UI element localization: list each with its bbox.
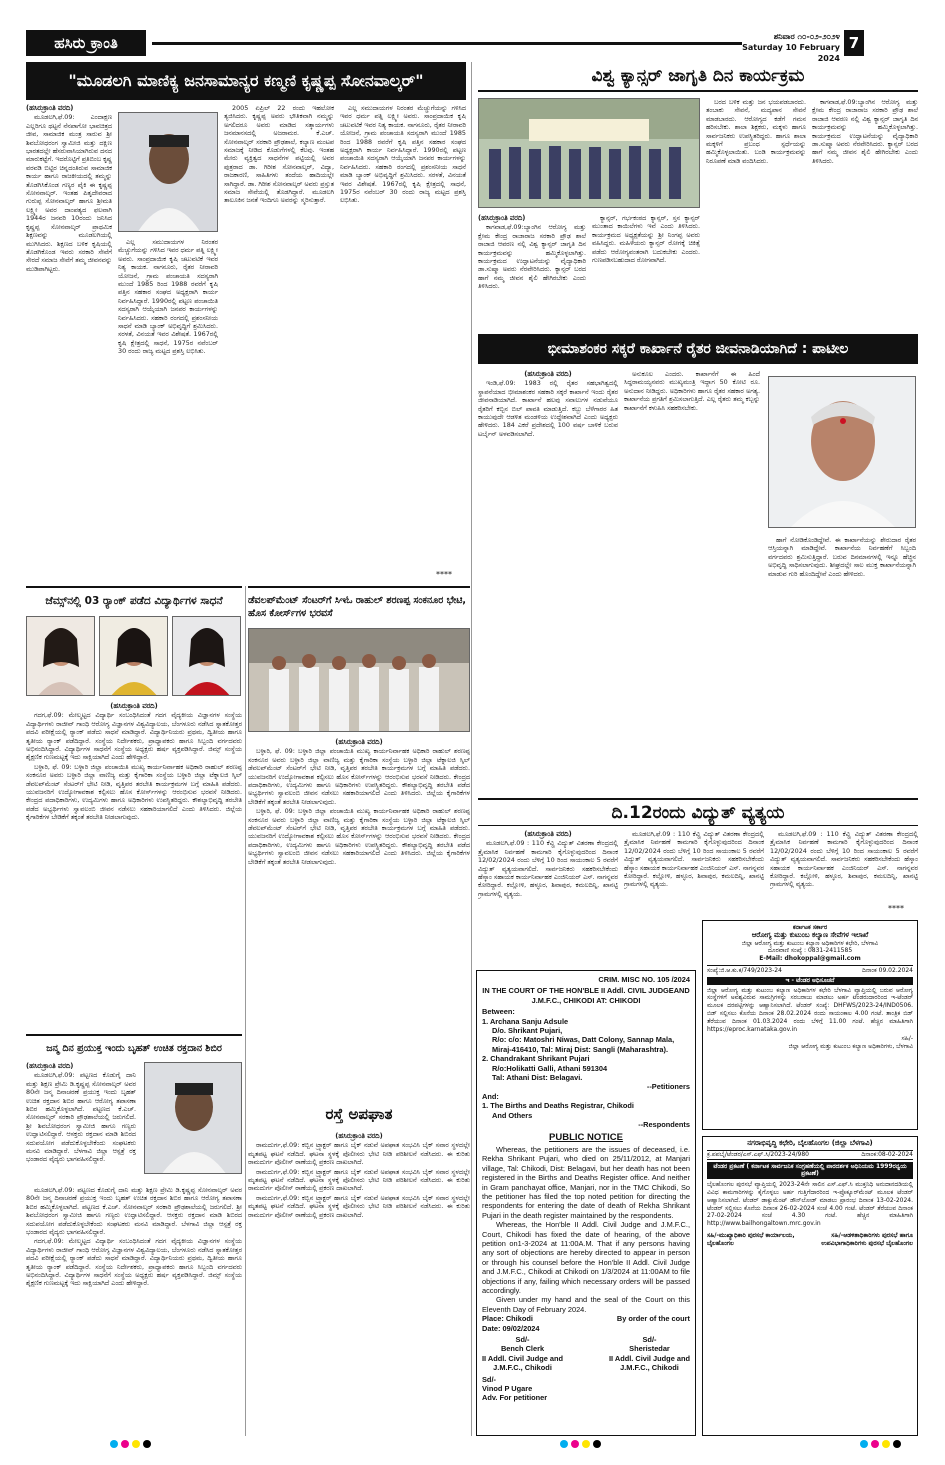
masthead — [26, 30, 866, 63]
signature-bench-clerk — [482, 1335, 563, 1373]
dev-center-box — [248, 586, 470, 1096]
article-body-3: ಮೂಡಲಗಿ,ಫೆ.09 : 110 ಕೆವ್ಹಿ ವಿದ್ಯುತ್ ವಿತರಣಾ ಕೇಂದ್ರದಲ್ಲಿ ತ್ರೈಮಾಸಿಕ ನಿರ್ವಹಣೆ ಕಾಮಗಾರಿ ಕೈಗೊಳ್ಳುವುದರಿಂದ ದಿನಾಂಕ 12/02/2024 ರಂದು ಬೆಳಿಗ್ಗೆ 10 ರಿಂದ ಸಾಯಂಕಾಲ 5 ರವರೆಗೆ ವಿದ್ಯುತ್ ವ್ಯತ್ಯಯವಾಗಲಿದೆ. ಸಾರ್ವಜನಿಕರು ಸಹಕರಿಸಬೇಕೆಂದು ಹೆಸ್ಕಾಂ ಸಹಾಯಕ ಕಾರ್ಯನಿರ್ವಾಹಕ ಎಂಜಿನಿಯರ್ ಎಸ್. ನಾಗನ್ನವರ ಕೋರಿದ್ದಾರೆ. ಕಲ್ಲೋಳಿ, ಹಳ್ಳೂರ, ಶಿವಾಪುರ, ಕಮಲದಿನ್ನಿ, ಖಾನಟ್ಟಿ ಗ್ರಾಮಗಳಲ್ಲಿ ವ್ಯತ್ಯಯ. — [770, 830, 918, 889]
article-body-2: ಮೂಡಲಗಿ,ಫೆ.09: ಪಟ್ಟಣದ ಕೊಡುಗೈ ದಾನಿ ಮತ್ತು ಶಿಕ್ಷಣ ಪ್ರೇಮಿ ಡಿ.ಕೃಷ್ಣಪ್ಪ ಸೋನವಾಲ್ಕರ್ ಅವರ 80ನೇ ಜನ್ಮ ದಿನಾಚರಣೆ ಪ್ರಯುಕ್ತ ಇಂದು ಬೃಹತ್ ಉಚಿತ ರಕ್ತದಾನ ಶಿಬಿರ ಹಾಗೂ ಆರೋಗ್ಯ ತಪಾಸಣಾ ಶಿಬಿರ ಹಮ್ಮಿಕೊಳ್ಳಲಾಗಿದೆ. ಪಟ್ಟಣದ ಕೆ.ಎಚ್. ಸೋನವಾಲ್ಕರ್ ಸರಕಾರಿ ಪ್ರೌಢಶಾಲೆಯಲ್ಲಿ ಜರುಗಲಿದೆ. ಶ್ರೀ ಶಿವಬೋಧರಂಗ ಸ್ವಾಮೀಜಿ ಹಾಗೂ ಗಣ್ಯರು ಉದ್ಘಾಟಿಸಲಿದ್ದಾರೆ. ಆಸಕ್ತರು ರಕ್ತದಾನ ಮಾಡಿ ಶಿಬಿರದ ಸದುಪಯೋಗ ಪಡೆದುಕೊಳ್ಳಬೇಕೆಂದು ಸಂಘಟಕರು ಮನವಿ ಮಾಡಿದ್ದಾರೆ. ಬೆಳಗಾವಿ ಜಿಲ್ಲಾ ಆಸ್ಪತ್ರೆ ರಕ್ತ ಭಂಡಾರದ ವೈದ್ಯರು ಭಾಗವಹಿಸಲಿದ್ದಾರೆ. — [26, 1186, 242, 1237]
bench-clerk: Bench Clerk — [500, 1344, 545, 1354]
office-name: ಜಿಲ್ಲಾ ಆರೋಗ್ಯ ಮತ್ತು ಕುಟುಂಬ ಕಲ್ಯಾಣ ಅಧಿಕಾರಿಗಳ ಕಛೇರಿ, ಬೆಳಗಾವಿ — [741, 939, 879, 947]
article-body: ಗದಗ,ಫೆ.09: ಮೇಲ್ಮಟ್ಟದ ವಿದ್ಯಾರ್ಥಿ ಸಂಬಂಧಿಸಿದಂತೆ ಗದಗ ವೈದ್ಯಕೀಯ ವಿಜ್ಞಾನಗಳ ಸಂಸ್ಥೆಯ ವಿದ್ಯಾರ್ಥಿಗಳು ರಾಜೀವ್ ಗಾಂಧಿ ಆರೋಗ್ಯ ವಿಜ್ಞಾನಗಳ ವಿಶ್ವವಿದ್ಯಾಲಯ, ಬೆಂಗಳೂರು ನಡೆಸಿದ ಸ್ನಾತಕೋತ್ತರ ಪದವಿ ಪರೀಕ್ಷೆಯಲ್ಲಿ ರ್‍ಯಾಂಕ್ ಪಡೆದು ಸಾಧನೆ ಮಾಡಿದ್ದಾರೆ. ವಿದ್ಯಾರ್ಥಿನಿಯರು ಪ್ರಥಮ, ದ್ವಿತೀಯ ಹಾಗೂ ತೃತೀಯ ರ್‍ಯಾಂಕ್ ಪಡೆದಿದ್ದಾರೆ. ಸಂಸ್ಥೆಯ ನಿರ್ದೇಶಕರು, ಪ್ರಾಧ್ಯಾಪಕರು ಹಾಗೂ ಸಿಬ್ಬಂದಿ ವರ್ಗದವರು ಅಭಿನಂದಿಸಿದ್ದಾರೆ. ವಿದ್ಯಾರ್ಥಿಗಳ ಸಾಧನೆಗೆ ಸಂಸ್ಥೆಯ ಅಧ್ಯಕ್ಷರು ಹರ್ಷ ವ್ಯಕ್ತಪಡಿಸಿದ್ದಾರೆ. ಜಿಮ್ಸ್ ಸಂಸ್ಥೆಯ ಶೈಕ್ಷಣಿಕ ಗುಣಮಟ್ಟಕ್ಕೆ ಇದು ಸಾಕ್ಷಿಯಾಗಿದೆ ಎಂದು ಹೇಳಿದ್ದಾರೆ. — [26, 711, 242, 762]
yellow-dot — [882, 1440, 890, 1448]
black-dot — [593, 1440, 601, 1448]
etender-title: ಇ - ಟೆಂಡರ ಅಧಿಸೂಚನೆ — [707, 977, 913, 985]
article-body-2: ಮೂಡಲಗಿ,ಫೆ.09 : 110 ಕೆವ್ಹಿ ವಿದ್ಯುತ್ ವಿತರಣಾ ಕೇಂದ್ರದಲ್ಲಿ ತ್ರೈಮಾಸಿಕ ನಿರ್ವಹಣೆ ಕಾಮಗಾರಿ ಕೈಗೊಳ್ಳುವುದರಿಂದ ದಿನಾಂಕ 12/02/2024 ರಂದು ಬೆಳಿಗ್ಗೆ 10 ರಿಂದ ಸಾಯಂಕಾಲ 5 ರವರೆಗೆ ವಿದ್ಯುತ್ ವ್ಯತ್ಯಯವಾಗಲಿದೆ. ಸಾರ್ವಜನಿಕರು ಸಹಕರಿಸಬೇಕೆಂದು ಹೆಸ್ಕಾಂ ಸಹಾಯಕ ಕಾರ್ಯನಿರ್ವಾಹಕ ಎಂಜಿನಿಯರ್ ಎಸ್. ನಾಗನ್ನವರ ಕೋರಿದ್ದಾರೆ. ಕಲ್ಲೋಳಿ, ಹಳ್ಳೂರ, ಶಿವಾಪುರ, ಕಮಲದಿನ್ನಿ, ಖಾನಟ್ಟಿ ಗ್ರಾಮಗಳಲ್ಲಿ ವ್ಯತ್ಯಯ. — [624, 830, 764, 889]
tender-body: ಜಿಲ್ಲಾ ಆರೋಗ್ಯ ಮತ್ತು ಕುಟುಂಬ ಕಲ್ಯಾಣ ಅಧಿಕಾರಿಗಳ ಕಛೇರಿ ಬೆಳಗಾವಿ ವ್ಯಾಪ್ತಿಯಲ್ಲಿ ಬರುವ ಆರೋಗ್ಯ ಸಂಸ್ಥೆಗಳಿಗೆ ಅವಶ್ಯವಿರುವ ಸಾಮಗ್ರಿಗಳನ್ನು ಸರಬರಾಜು ಮಾಡಲು ಅರ್ಹ ಟೆಂಡರುದಾರರಿಂದ ಇ-ಟೆಂಡರ್ ಮೂಲಕ ದರಪಟ್ಟಿಗಳನ್ನು ಆಹ್ವಾನಿಸಲಾಗಿದೆ. ಟೆಂಡರ್ ಸಂಖ್ಯೆ: DHFWS/2023-24/IND0506. ಬಿಡ್ ಸಲ್ಲಿಸಲು ಕೊನೆಯ ದಿನಾಂಕ 28.02.2024 ರಂದು ಸಾಯಂಕಾಲ 4.00 ಗಂಟೆ. ತಾಂತ್ರಿಕ ಬಿಡ್ ತೆರೆಯುವ ದಿನಾಂಕ 01.03.2024 ರಂದು ಬೆಳಿಗ್ಗೆ 11.00 ಗಂಟೆ. ಹೆಚ್ಚಿನ ಮಾಹಿತಿಗಾಗಿ https://eproc.karnataka.gov.in — [707, 986, 913, 1033]
headline-sonavalkar: "ಮೂಡಲಗಿ ಮಾಣಿಕ್ಯ ಜನಸಾಮಾನ್ಯರ ಕಣ್ಮಣಿ ಕೃಷ್ಣಪ್ಪ ಸೋನವಾಲ್ಕರ್" — [26, 62, 466, 100]
sheristedar: Sheristedar — [629, 1344, 670, 1354]
ref-number-2: ಕ್ರ.ಪಪಬೈ/ಟೆಂಡರ/ಎಸ್.ಎಫ್.ಸಿ/2023-24/980 — [707, 1150, 809, 1158]
masthead-date — [736, 31, 840, 64]
dept-name: ಆರೋಗ್ಯ ಮತ್ತು ಕುಟುಂಬ ಕಲ್ಯಾಣ ಸೇವೆಗಳ ಇಲಾಖೆ — [751, 930, 869, 939]
date: Date: 09/02/2024 — [482, 1323, 540, 1333]
article-body: ಮೂಡಲಗಿ,ಫೆ.09 : 110 ಕೆವ್ಹಿ ವಿದ್ಯುತ್ ವಿತರಣಾ ಕೇಂದ್ರದಲ್ಲಿ ತ್ರೈಮಾಸಿಕ ನಿರ್ವಹಣೆ ಕಾಮಗಾರಿ ಕೈಗೊಳ್ಳುವುದರಿಂದ ದಿನಾಂಕ 12/02/2024 ರಂದು ಬೆಳಿಗ್ಗೆ 10 ರಿಂದ ಸಾಯಂಕಾಲ 5 ರವರೆಗೆ ವಿದ್ಯುತ್ ವ್ಯತ್ಯಯವಾಗಲಿದೆ. ಸಾರ್ವಜನಿಕರು ಸಹಕರಿಸಬೇಕೆಂದು ಹೆಸ್ಕಾಂ ಸಹಾಯಕ ಕಾರ್ಯನಿರ್ವಾಹಕ ಎಂಜಿನಿಯರ್ ಎಸ್. ನಾಗನ್ನವರ ಕೋರಿದ್ದಾರೆ. ಕಲ್ಲೋಳಿ, ಹಳ್ಳೂರ, ಶಿವಾಪುರ, ಕಮಲದಿನ್ನಿ, ಖಾನಟ್ಟಿ ಗ್ರಾಮಗಳಲ್ಲಿ ವ್ಯತ್ಯಯ. — [478, 839, 618, 898]
byline: (ಹಸಿರುಕ್ರಾಂತಿ ವರದಿ) — [335, 738, 383, 746]
article-sonavalkar — [26, 104, 466, 580]
gov-header: ಕರ್ನಾಟಕ ಸರ್ಕಾರ — [792, 924, 828, 931]
bench-clerk-court: II Addl. Civil Judge and — [482, 1353, 564, 1363]
student-photos — [26, 616, 242, 696]
party-2-detail: R/o:Holikatti Galli, Athani 591304 — [492, 1063, 608, 1073]
headline-dev-center: ಡೆವಲಪ್‌ಮೆಂಟ್ ಸೆಂಟರ್‌ಗೆ ಸಿಇಓ ರಾಹುಲ್ ಶರಣಪ್ಪ ಸಂಕನೂರ ಭೇಟಿ, ಹೊಸ ಕೋರ್ಸ್‌ಗಳ ಭರವಸೆ — [248, 595, 467, 619]
headline-cancer-day: ವಿಶ್ವ ಕ್ಯಾನ್ಸರ್ ಜಾಗೃತಿ ದಿನ ಕಾರ್ಯಕ್ರಮ — [478, 62, 918, 92]
respondent-others: And Others — [492, 1110, 533, 1120]
column-rule-left — [245, 586, 246, 1436]
between-label: Between: — [482, 1007, 515, 1017]
advocate-role: Adv. For petitioner — [482, 1393, 548, 1403]
blood-donation-box — [26, 1034, 242, 1436]
court-notice — [476, 970, 696, 1436]
petitioners-label: --Petitioners — [646, 1082, 690, 1092]
article-body-2: ಎಲ್ಲ ಸಮುದಾಯಗಳ ನಿರಂತರ ಮೆಚ್ಚುಗೆಯನ್ನು ಗಳಿಸಿದ ಇವರ ಧರ್ಮ ಪತ್ನಿ ಲಕ್ಷ್ಮೀ ಅವರು. ಸಾಂಪ್ರದಾಯಿಕ ಕೃಷಿ ಚಟುವಟಿಕೆ ಇವರ ನಿತ್ಯ ಕಾಯಕ. ನಾಗನೂರು, ರೈತರ ನೀರಾವರಿ ಯೋಜನೆ, ಗ್ರಾಮ ಪಂಚಾಯತಿ ಸದಸ್ಯರಾಗಿ ಮುಂದೆ 1985 ರಿಂದ 1988 ರವರೆಗೆ ಕೃಷಿ ಪತ್ತಿನ ಸಹಕಾರ ಸಂಘದ ಅಧ್ಯಕ್ಷರಾಗಿ ಕಾರ್ಯ ನಿರ್ವಹಿಸಿದ್ದಾರೆ. 1990ರಲ್ಲಿ ಪಟ್ಟಣ ಪಂಚಾಯಿತಿ ಸದಸ್ಯರಾಗಿ ಆಯ್ಕೆಯಾಗಿ ಜನಪರ ಕಾರ್ಯಗಳನ್ನು ನಿರ್ವಹಿಸಿದರು. ಸಹಕಾರಿ ರಂಗದಲ್ಲಿ ಪ್ರಶಂಸನೀಯ ಸಾಧನೆ ಮಾಡಿ ಬ್ಯಾಂಕ್ ಅಭಿವೃದ್ಧಿಗೆ ಶ್ರಮಿಸಿದರು. ಸರಳತೆ, ವಿನಯತೆ ಇವರ ವಿಶೇಷತೆ. 1967ರಲ್ಲಿ ಕೃಷಿ ಕ್ಷೇತ್ರದಲ್ಲಿ ಸಾಧನೆ, 1975ರ ನವೆಂಬರ್ 30 ರಂದು ರಾಜ್ಯ ಮಟ್ಟದ ಪ್ರಶಸ್ತಿ ಲಭಿಸಿತು. — [118, 238, 218, 356]
article-body-3: ಗದಗ,ಫೆ.09: ಮೇಲ್ಮಟ್ಟದ ವಿದ್ಯಾರ್ಥಿ ಸಂಬಂಧಿಸಿದಂತೆ ಗದಗ ವೈದ್ಯಕೀಯ ವಿಜ್ಞಾನಗಳ ಸಂಸ್ಥೆಯ ವಿದ್ಯಾರ್ಥಿಗಳು ರಾಜೀವ್ ಗಾಂಧಿ ಆರೋಗ್ಯ ವಿಜ್ಞಾನಗಳ ವಿಶ್ವವಿದ್ಯಾಲಯ, ಬೆಂಗಳೂರು ನಡೆಸಿದ ಸ್ನಾತಕೋತ್ತರ ಪದವಿ ಪರೀಕ್ಷೆಯಲ್ಲಿ ರ್‍ಯಾಂಕ್ ಪಡೆದು ಸಾಧನೆ ಮಾಡಿದ್ದಾರೆ. ವಿದ್ಯಾರ್ಥಿನಿಯರು ಪ್ರಥಮ, ದ್ವಿತೀಯ ಹಾಗೂ ತೃತೀಯ ರ್‍ಯಾಂಕ್ ಪಡೆದಿದ್ದಾರೆ. ಸಂಸ್ಥೆಯ ನಿರ್ದೇಶಕರು, ಪ್ರಾಧ್ಯಾಪಕರು ಹಾಗೂ ಸಿಬ್ಬಂದಿ ವರ್ಗದವರು ಅಭಿನಂದಿಸಿದ್ದಾರೆ. ವಿದ್ಯಾರ್ಥಿಗಳ ಸಾಧನೆಗೆ ಸಂಸ್ಥೆಯ ಅಧ್ಯಕ್ಷರು ಹರ್ಷ ವ್ಯಕ್ತಪಡಿಸಿದ್ದಾರೆ. ಜಿಮ್ಸ್ ಸಂಸ್ಥೆಯ ಶೈಕ್ಷಣಿಕ ಗುಣಮಟ್ಟಕ್ಕೆ ಇದು ಸಾಕ್ಷಿಯಾಗಿದೆ ಎಂದು ಹೇಳಿದ್ದಾರೆ. — [26, 1237, 242, 1288]
sign-administrator: ಸಹಿ/-ಆಡಳಿತಾಧಿಕಾರಿಗಳು ಪುರಸಭೆ ಹಾಗೂ ಉಪವಿಭಾಗಾಧಿಕಾರಿಗಳು ಪುರಸಭೆ ಬೈಲಹೊಂಗಲ — [821, 1231, 913, 1247]
headline-sugar-factory: ಭೀಮಾಶಂಕರ ಸಕ್ಕರೆ ಕಾರ್ಖಾನೆ ರೈತರ ಜೀವನಾಡಿಯಾಗಿದೆ : ಪಾಟೀಲ — [478, 334, 918, 364]
student-photo-2 — [99, 616, 168, 696]
and-label: And: — [482, 1091, 499, 1101]
print-marks-far-right — [860, 1440, 901, 1448]
article-body-2: ಅನುಕೂಲ ಎಂದರು. ಕಾರ್ಖಾನೆಗೆ ಈ ಹಿಂದೆ ಸಿದ್ಧರಾಮಯ್ಯನವರು ಮುಖ್ಯಮಂತ್ರಿ ಇದ್ದಾಗ 50 ಕೋಟಿ ರೂ. ಅನುದಾನ ನೀಡಿದ್ದರು. ಅಧಿಕಾರಿಗಳು ಹಾಗೂ ರೈತರ ಸಹಕಾರ ಅಗತ್ಯ. ಕಾರ್ಖಾನೆಯ ಪ್ರಗತಿಗೆ ಶ್ರಮಿಸಲಾಗುತ್ತಿದೆ. ಎಲ್ಲ ರೈತರು ತಮ್ಮ ಕಬ್ಬನ್ನು ಕಾರ್ಖಾನೆಗೆ ಕಳುಹಿಸಿ ಸಹಕರಿಸಬೇಕು. — [624, 370, 760, 412]
municipal-header: ನಗರಾಭಿವೃದ್ಧಿ ಕಛೇರಿ, ಬೈಲಹೊಂಗಲ (ಜಿಲ್ಲಾ ಬೆಳಗಾವಿ) — [747, 1139, 873, 1147]
end-marks: **** — [436, 570, 452, 579]
tender-notice-title: ಟೆಂಡರ ಪ್ರಕಟಣೆ ( ಕರ್ನಾಟಕ ಸಾರ್ವಜನಿಕ ಸಂಗ್ರಹಣೆಯಲ್ಲಿ ಪಾರದರ್ಶಕ ಅಧಿನಿಯಮ 1999ರನ್ವಯ ಪ್ರಕಟಣೆ) — [707, 1162, 913, 1180]
advocate-name: Vinod P Ugare — [482, 1384, 533, 1394]
ref-date-2: ದಿನಾಂಕ:08-02-2024 — [861, 1150, 913, 1158]
notice-body-2: Whereas, the Hon'ble II Addl. Civil Judge and J.M.F.C., Court, Chikodi has fixed the date of hearing, of the above petition on1-3-2024 at 11:00A.M. That if any persons having any sort of objections are hereby directed to appear in person or through his counsel before the Hon'ble II Addl. Civil Judge and J.M.F.C., Chikodi at Chikodi on 1/3/2024 at 11:00AM to file objections if any, failing which necessary orders will be passed accordingly. — [482, 1220, 690, 1295]
article-body-4: ಎಲ್ಲ ಸಮುದಾಯಗಳ ನಿರಂತರ ಮೆಚ್ಚುಗೆಯನ್ನು ಗಳಿಸಿದ ಇವರ ಧರ್ಮ ಪತ್ನಿ ಲಕ್ಷ್ಮೀ ಅವರು. ಸಾಂಪ್ರದಾಯಿಕ ಕೃಷಿ ಚಟುವಟಿಕೆ ಇವರ ನಿತ್ಯ ಕಾಯಕ. ನಾಗನೂರು, ರೈತರ ನೀರಾವರಿ ಯೋಜನೆ, ಗ್ರಾಮ ಪಂಚಾಯತಿ ಸದಸ್ಯರಾಗಿ ಮುಂದೆ 1985 ರಿಂದ 1988 ರವರೆಗೆ ಕೃಷಿ ಪತ್ತಿನ ಸಹಕಾರ ಸಂಘದ ಅಧ್ಯಕ್ಷರಾಗಿ ಕಾರ್ಯ ನಿರ್ವಹಿಸಿದ್ದಾರೆ. 1990ರಲ್ಲಿ ಪಟ್ಟಣ ಪಂಚಾಯಿತಿ ಸದಸ್ಯರಾಗಿ ಆಯ್ಕೆಯಾಗಿ ಜನಪರ ಕಾರ್ಯಗಳನ್ನು ನಿರ್ವಹಿಸಿದರು. ಸಹಕಾರಿ ರಂಗದಲ್ಲಿ ಪ್ರಶಂಸನೀಯ ಸಾಧನೆ ಮಾಡಿ ಬ್ಯಾಂಕ್ ಅಭಿವೃದ್ಧಿಗೆ ಶ್ರಮಿಸಿದರು. ಸರಳತೆ, ವಿನಯತೆ ಇವರ ವಿಶೇಷತೆ. 1967ರಲ್ಲಿ ಕೃಷಿ ಕ್ಷೇತ್ರದಲ್ಲಿ ಸಾಧನೆ, 1975ರ ನವೆಂಬರ್ 30 ರಂದು ರಾಜ್ಯ ಮಟ್ಟದ ಪ್ರಶಸ್ತಿ ಲಭಿಸಿತು. — [340, 104, 466, 205]
column-rule-main — [471, 62, 472, 1436]
gims-box — [26, 586, 242, 1034]
ref-date: ದಿನಾಂಕ 09.02.2024 — [862, 966, 913, 974]
portrait-photo — [118, 112, 218, 232]
case-number: CRIM. MISC NO. 105 /2024 — [598, 975, 690, 984]
yellow-dot — [582, 1440, 590, 1448]
notice-body-3: Given under my hand and the seal of the Court on this Eleventh Day of February 2024. — [482, 1295, 690, 1314]
article-body-4: ಕಾಗವಾಡ,ಫೆ.09:ಬ್ಯಾಂಗಿನ ಆರೋಗ್ಯ ಮತ್ತು ಕ್ಷೇಮ ಕೇಂದ್ರ ರಾಜಾರಾಜ ಸರಕಾರಿ ಪ್ರೌಢ ಶಾಲೆ ರಾಜಾಜಿ ಆವರಣ ನಲ್ಲಿ ವಿಶ್ವ ಕ್ಯಾನ್ಸರ್ ಜಾಗೃತಿ ದಿನ ಕಾರ್ಯಕ್ರಮವನ್ನು ಹಮ್ಮಿಕೊಳ್ಳಲಾಗಿತ್ತು. ಕಾರ್ಯಕ್ರಮದ ಉದ್ಘಾಟನೆಯನ್ನು ವೈದ್ಯಾಧಿಕಾರಿ ಡಾ.ಸುಷ್ಮಾ ಅವರು ನೆರವೇರಿಸಿದರು. ಕ್ಯಾನ್ಸರ್ ಬರದ ಹಾಗೆ ನಮ್ಮ ಜೀವನ ಶೈಲಿ ಹೇಗಿರಬೇಕು ಎಂದು ತಿಳಿಸಿದರು. — [812, 98, 918, 165]
article-body-3: ಬರದ ಬಳಿಕ ಮತ್ತು ಜನ ಭಯಪಡಬಾರದು. ತಂಬಾಕು ಸೇವನೆ, ಮದ್ಯಪಾನ ಸೇವನೆ ಮಾಡಬಾರದು. ಆರೋಗ್ಯದ ಕಡೆಗೆ ಗಮನ ಹರಿಸಬೇಕು. ಶಾಲಾ ಶಿಕ್ಷಕರು, ಮಕ್ಕಳು ಹಾಗೂ ಸಾರ್ವಜನಿಕರು ಉಪಸ್ಥಿತರಿದ್ದರು. ಹಾಗೂ ಶಾಲಾ ಮಕ್ಕಳಿಗೆ ಪ್ರಬಂಧ ಸ್ಪರ್ಧೆಯನ್ನು ಹಮ್ಮಿಕೊಳ್ಳಲಾಯಿತು. ಬಂಡಿ ಕಾರ್ಯಕ್ರಮವನ್ನು ನಿರೂಪಣೆ ಮಾಡಿ ವಂದಿಸಿದರು. — [706, 98, 806, 165]
article-body-3: 2005 ಏಪ್ರಿಲ್ 22 ರಂದು ಇಹಲೋಕ ತ್ಯಜಿಸಿದರು. ಕೃಷ್ಣಪ್ಪ ಅವರು ಭೌತಿಕವಾಗಿ ನಮ್ಮನ್ನು ಅಗಲಿದರೂ ಅವರು ಮಾಡಿದ ಸತ್ಕಾರ್ಯಗಳು ಜನಮಾನಸದಲ್ಲಿ ಅಜರಾಮರ. ಕೆ.ಎಚ್. ಸೋನವಾಲ್ಕರ್ ಸರಕಾರಿ ಪ್ರೌಢಶಾಲೆ, ಕಲ್ಯಾಣ ಮಂಟಪ ಸಮಾಜಕ್ಕೆ ನೀಡಿದ ಕೊಡುಗೆಗಳಲ್ಲಿ ಕೆಲವು. ಇಂತಹ ಮೇರು ವ್ಯಕ್ತಿತ್ವದ ಸಾಧನೆಗಳ ಪಟ್ಟಿಯಲ್ಲಿ ಅವರ ಪುತ್ರರಾದ ಡಾ. ಗಿರೀಶ ಸೋನವಾಲ್ಕರ್, ವಿದ್ಯಾ, ರಾಜಕಾರಣಿ, ಸಾಹಿತಿಗಳು ತಂದೆಯ ಹಾದಿಯಲ್ಲೇ ಸಾಗಿದ್ದಾರೆ. ಡಾ. ಗಿರೀಶ ಸೋನವಾಲ್ಕರ್ ಅವರು ಪ್ರಸ್ತುತ ಸಮಾಜ ಸೇವೆಯಲ್ಲಿ ತೊಡಗಿದ್ದಾರೆ. ಮೂಡಲಗಿ ತಾಲೂಕಿನ ಜನತೆ ಇಂದಿಗೂ ಅವರನ್ನು ಸ್ಮರಿಸುತ್ತಾರೆ. — [224, 104, 334, 205]
party-2: 2. Chandrakant Shrikant Pujari — [482, 1054, 590, 1064]
page-number: 7 — [844, 30, 864, 56]
party-1: 1. Archana Sanju Adsule — [482, 1016, 569, 1026]
article-body: ಮೂಡಲಗಿ,ಫೆ.09: ಎಂದಾಕ್ಷಣ ಎಲ್ಲರಿಗೂ ಥಟ್ಟನೆ ನೆನಪಾಗೋ ಭಾವಚಿತ್ರದ ಜೀವ, ಸಾಮಾಜಿಕ ಮಂತ್ರ ಸಾರುವ ಶ್ರೀ ಶಿವಬೋಧರಂಗ ಸ್ವಾಮೀಜಿ ಮತ್ತು ದಕ್ಷಿಣ ಭಾರತದಲ್ಲೇ ಹೆಸರುವಾಸಿಯಾಗಿರುವ ದನದ ಮಾರುಕಟ್ಟೆಗೆ. ಇದರೊಟ್ಟಿಗೆ ಪ್ರತಿಬಿಂಬ ಕೃಷ್ಣ ವರವಡಿ ಬಿಟ್ಟಿರ ಚಿನ್ನದಂತಿರುವ ಸಾಮಾಜಿಕ ಕಾರ್ಯ ಹಾಗೂ ರಾಜಕೀಯದಲ್ಲಿ ತಮ್ಮನ್ನು ತೊಡಗಿಸಿಕೊಂಡ ಗಣ್ಯರ ಪೈಕಿ ಈ ಕೃಷ್ಣಪ್ಪ ಸೋನವಾಲ್ಕರ್. ಇಂತಹ ಪಿತೃದೇವರಾದ ಗುರುಪ್ಪ ಸೋನವಾಲ್ಕರ್ ಹಾಗೂ ಶ್ರೀಮತಿ ಲಕ್ಷ್ಮೀ ಅವರ ದಾಂಪತ್ಯದ ಫಲವಾಗಿ 1944ರ ಜನವರಿ 10ರಂದು ಜನಿಸಿದ ಕೃಷ್ಣಪ್ಪ ಸೋನವಾಲ್ಕರ್ ಪ್ರಾಥಮಿಕ ಶಿಕ್ಷಣವನ್ನು ಮೂಡಲಗಿಯಲ್ಲಿ ಮುಗಿಸಿದರು. ಶಿಕ್ಷಣದ ಬಳಿಕ ಕೃಷಿಯಲ್ಲಿ ತೊಡಗಿಕೊಂಡ ಇವರು ಸರಕಾರಿ ಸೇವೆಗೆ ಸೇರದೆ ಸಮಾಜ ಸೇವೆಗೆ ತಮ್ಮ ಜೀವನವನ್ನು ಮುಡಿಪಾಗಿಟ್ಟರು. — [26, 113, 112, 273]
magenta-dot — [571, 1440, 579, 1448]
student-photo-3 — [172, 616, 241, 696]
date-kannada: ಶನಿವಾರ ೧೦-೦೨-೨೦೨೪ — [773, 32, 840, 41]
student-photo-1 — [26, 616, 95, 696]
article-sugar-factory — [478, 370, 918, 794]
byline: (ಹಸಿರುಕ್ರಾಂತಿ ವರದಿ) — [524, 370, 572, 378]
sd-3: Sd/- — [482, 1374, 496, 1384]
masthead-rule — [152, 42, 742, 45]
article-body: ಕಾಗವಾಡ,ಫೆ.09:ಬ್ಯಾಂಗಿನ ಆರೋಗ್ಯ ಮತ್ತು ಕ್ಷೇಮ ಕೇಂದ್ರ ರಾಜಾರಾಜ ಸರಕಾರಿ ಪ್ರೌಢ ಶಾಲೆ ರಾಜಾಜಿ ಆವರಣ ನಲ್ಲಿ ವಿಶ್ವ ಕ್ಯಾನ್ಸರ್ ಜಾಗೃತಿ ದಿನ ಕಾರ್ಯಕ್ರಮವನ್ನು ಹಮ್ಮಿಕೊಳ್ಳಲಾಗಿತ್ತು. ಕಾರ್ಯಕ್ರಮದ ಉದ್ಘಾಟನೆಯನ್ನು ವೈದ್ಯಾಧಿಕಾರಿ ಡಾ.ಸುಷ್ಮಾ ಅವರು ನೆರವೇರಿಸಿದರು. ಕ್ಯಾನ್ಸರ್ ಬರದ ಹಾಗೆ ನಮ್ಮ ಜೀವನ ಶೈಲಿ ಹೇಗಿರಬೇಕು ಎಂದು ತಿಳಿಸಿದರು. — [478, 223, 586, 291]
headline-gims: ಜೆಮ್ಸ್‌ನಲ್ಲಿ 03 ರ್‍ಯಾಂಕ್ ಪಡೆದ ವಿದ್ಯಾರ್ಥಿಗಳ ಸಾಧನೆ — [45, 594, 223, 607]
court-name: IN THE COURT OF THE HON'BLE II Addl. CIVIL JUDGEAND J.M.F.C., CHIKODI AT: CHIKODI — [482, 986, 690, 1005]
article-body: ಇಂಡಿ,ಫೆ.09: 1983 ರಲ್ಲಿ ರೈತರ ಸಹಭಾಗಿತ್ವದಲ್ಲಿ ಸ್ಥಾಪನೆಯಾದ ಭೀಮಾಶಂಕರ ಸಹಕಾರಿ ಸಕ್ಕರೆ ಕಾರ್ಖಾನೆ ಇಂದು ರೈತರ ಜೀವನಾಡಿಯಾಗಿದೆ. ಕಾರ್ಖಾನೆ ಹಲವು ಸವಾಲುಗಳ ನಡುವೆಯೂ ರೈತರಿಗೆ ಕಬ್ಬಿನ ಬಿಲ್ ಪಾವತಿ ಮಾಡುತ್ತಿದೆ. ಕಬ್ಬು ಬೆಳೆಗಾರರ ಹಿತ ಕಾಯುವುದೇ ಆಡಳಿತ ಮಂಡಳಿಯ ಉದ್ದೇಶವಾಗಿದೆ ಎಂದು ಅಧ್ಯಕ್ಷರು ಹೇಳಿದರು. 184 ಎಕರೆ ಪ್ರದೇಶದಲ್ಲಿ 100 ವರ್ಷ ಬಾಳಿಕೆ ಬರುವ ಟರ್ಬೈನ್ ಅಳವಡಿಸಲಾಗಿದೆ. — [478, 379, 618, 438]
signature-sheristedar — [609, 1335, 690, 1373]
yellow-dot — [132, 1440, 140, 1448]
magenta-dot — [871, 1440, 879, 1448]
tender-signatory: ಜಿಲ್ಲಾ ಆರೋಗ್ಯ ಮತ್ತು ಕುಟುಂಬ ಕಲ್ಯಾಣ ಅಧಿಕಾರಿಗಳು, ಬೆಳಗಾವಿ — [788, 1043, 913, 1051]
article-body-2: ರಾಮದುರ್ಗ,ಫೆ.09: ಕಬ್ಬಿನ ಟ್ರ್ಯಾಕ್ಟರ್ ಹಾಗೂ ಬೈಕ್ ನಡುವೆ ಅಪಘಾತ ಸಂಭವಿಸಿ ಬೈಕ್ ಸವಾರ ಸ್ಥಳದಲ್ಲೇ ಮೃತಪಟ್ಟ ಘಟನೆ ನಡೆದಿದೆ. ಘಟನಾ ಸ್ಥಳಕ್ಕೆ ಪೊಲೀಸರು ಭೇಟಿ ನೀಡಿ ಪರಿಶೀಲನೆ ನಡೆಸಿದರು. ಈ ಕುರಿತು ರಾಮದುರ್ಗ ಪೊಲೀಸ್ ಠಾಣೆಯಲ್ಲಿ ಪ್ರಕರಣ ದಾಖಲಾಗಿದೆ. — [248, 1167, 470, 1193]
patil-photo — [768, 376, 916, 528]
article-body: ಬಳ್ಳಾರಿ, ಫೆ. 09: ಬಳ್ಳಾರಿ ಜಿಲ್ಲಾ ಪಂಚಾಯಿತಿ ಮುಖ್ಯ ಕಾರ್ಯನಿರ್ವಾಹಕ ಅಧಿಕಾರಿ ರಾಹುಲ್ ಶರಣಪ್ಪ ಸಂಕನೂರ ಅವರು ಬಳ್ಳಾರಿ ಜಿಲ್ಲಾ ವಾಣಿಜ್ಯ ಮತ್ತು ಕೈಗಾರಿಕಾ ಸಂಸ್ಥೆಯ ಬಳ್ಳಾರಿ ಜಿಲ್ಲಾ ಟೆಕ್ನಾಲಜಿ ಸ್ಕಿಲ್ ಡೆವಲಪ್‌ಮೆಂಟ್ ಸೆಂಟರ್‌ಗೆ ಭೇಟಿ ನೀಡಿ, ವೃತ್ತಿಪರ ತರಬೇತಿ ಕಾರ್ಯಕ್ರಮಗಳ ಬಗ್ಗೆ ಮಾಹಿತಿ ಪಡೆದರು. ಯುವಜನರಿಗೆ ಉದ್ಯೋಗಾವಕಾಶ ಕಲ್ಪಿಸಲು ಹೊಸ ಕೋರ್ಸ್‌ಗಳನ್ನು ಆರಂಭಿಸುವ ಭರವಸೆ ನೀಡಿದರು. ಕೇಂದ್ರದ ಪದಾಧಿಕಾರಿಗಳು, ಉದ್ಯಮಿಗಳು ಹಾಗೂ ಅಧಿಕಾರಿಗಳು ಉಪಸ್ಥಿತರಿದ್ದರು. ಕೌಶಲ್ಯಾಭಿವೃದ್ಧಿ ತರಬೇತಿ ಪಡೆದ ಅಭ್ಯರ್ಥಿಗಳು ಸ್ವಾವಲಂಬಿ ಜೀವನ ನಡೆಸಲು ಸಹಕಾರಿಯಾಗಲಿದೆ ಎಂದು ತಿಳಿಸಿದರು. ಜಿಲ್ಲೆಯ ಕೈಗಾರಿಕೆಗಳ ಬೇಡಿಕೆಗೆ ತಕ್ಕಂತೆ ತರಬೇತಿ ನೀಡಲಾಗುವುದು. — [248, 747, 470, 806]
black-dot — [143, 1440, 151, 1448]
respondent: 1. The Births and Deaths Registrar, Chikodi — [482, 1101, 634, 1111]
black-dot — [893, 1440, 901, 1448]
article-cancer-day — [478, 98, 918, 334]
by-order: By order of the court — [616, 1314, 690, 1324]
tender-health-dept — [702, 920, 918, 1130]
advocate-block — [482, 1375, 690, 1403]
tender-bailhongal — [702, 1136, 918, 1436]
public-notice-title: PUBLIC NOTICE — [549, 1131, 623, 1143]
bench-clerk-place: J.M.F.C., Chikodi — [493, 1363, 552, 1373]
headline-accident: ರಸ್ತೆ ಅಪಘಾತ — [325, 1105, 393, 1123]
article-power-cut — [478, 830, 918, 914]
paper-name: ಹಸಿರು ಕ್ರಾಂತಿ — [26, 30, 146, 56]
byline: (ಹಸಿರುಕ್ರಾಂತಿ ವರದಿ) — [26, 104, 74, 112]
sheristedar-place: J.M.F.C., Chikodi — [620, 1363, 679, 1373]
byline: (ಹಸಿರುಕ್ರಾಂತಿ ವರದಿ) — [110, 702, 158, 710]
date-english: Saturday 10 February 2024 — [742, 43, 840, 63]
party-1-address: R/o: c/o: Matoshri Niwas, Datt Colony, Sannap Mala, Miraj-416410, Tal: Miraj Dist: Sangli (Maharashtra). — [492, 1035, 675, 1054]
print-marks-right — [560, 1440, 601, 1448]
byline: (ಹಸಿರುಕ್ರಾಂತಿ ವರದಿ) — [478, 214, 526, 222]
sheristedar-court: II Addl. Civil Judge and — [608, 1353, 690, 1363]
end-marks-2: **** — [888, 904, 904, 913]
accident-box — [248, 1098, 470, 1436]
tender-body-2: ಬೈಲಹೊಂಗಲ ಪುರಸಭೆ ವ್ಯಾಪ್ತಿಯಲ್ಲಿ 2023-24ನೇ ಸಾಲಿನ ಎಸ್.ಎಫ್.ಸಿ ಮುಕ್ತನಿಧಿ ಅನುದಾನದಡಿಯಲ್ಲಿ ವಿವಿಧ ಕಾಮಗಾರಿಗಳನ್ನು ಕೈಗೊಳ್ಳಲು ಅರ್ಹ ಗುತ್ತಿಗೆದಾರರಿಂದ ಇ-ಪ್ರೊಕ್ಯೂರ್‌ಮೆಂಟ್ ಮೂಲಕ ಟೆಂಡರ್ ಆಹ್ವಾನಿಸಲಾಗಿದೆ. ಟೆಂಡರ್ ಡಾಕ್ಯುಮೆಂಟ್ ಡೌನ್‌ಲೋಡ್ ಮಾಡಲು ಪ್ರಾರಂಭ ದಿನಾಂಕ 13-02-2024. ಟೆಂಡರ್ ಸಲ್ಲಿಸಲು ಕೊನೆಯ ದಿನಾಂಕ 26-02-2024 ಸಂಜೆ 4.00 ಗಂಟೆ. ಟೆಂಡರ್ ತೆರೆಯುವ ದಿನಾಂಕ 27-02-2024 ಸಂಜೆ 4.30 ಗಂಟೆ. ಹೆಚ್ಚಿನ ಮಾಹಿತಿಗಾಗಿ http://www.bailhongaltown.mrc.gov.in — [707, 1181, 913, 1228]
byline: (ಹಸಿರುಕ್ರಾಂತಿ ವರದಿ) — [524, 830, 572, 838]
sd-2: Sd/- — [642, 1335, 657, 1345]
party-1-detail: D/o. Shrikant Pujari, — [492, 1026, 563, 1036]
byline: (ಹಸಿರುಕ್ರಾಂತಿ ವರದಿ) — [335, 1132, 383, 1140]
article-body-2: ಬಳ್ಳಾರಿ, ಫೆ. 09: ಬಳ್ಳಾರಿ ಜಿಲ್ಲಾ ಪಂಚಾಯಿತಿ ಮುಖ್ಯ ಕಾರ್ಯನಿರ್ವಾಹಕ ಅಧಿಕಾರಿ ರಾಹುಲ್ ಶರಣಪ್ಪ ಸಂಕನೂರ ಅವರು ಬಳ್ಳಾರಿ ಜಿಲ್ಲಾ ವಾಣಿಜ್ಯ ಮತ್ತು ಕೈಗಾರಿಕಾ ಸಂಸ್ಥೆಯ ಬಳ್ಳಾರಿ ಜಿಲ್ಲಾ ಟೆಕ್ನಾಲಜಿ ಸ್ಕಿಲ್ ಡೆವಲಪ್‌ಮೆಂಟ್ ಸೆಂಟರ್‌ಗೆ ಭೇಟಿ ನೀಡಿ, ವೃತ್ತಿಪರ ತರಬೇತಿ ಕಾರ್ಯಕ್ರಮಗಳ ಬಗ್ಗೆ ಮಾಹಿತಿ ಪಡೆದರು. ಯುವಜನರಿಗೆ ಉದ್ಯೋಗಾವಕಾಶ ಕಲ್ಪಿಸಲು ಹೊಸ ಕೋರ್ಸ್‌ಗಳನ್ನು ಆರಂಭಿಸುವ ಭರವಸೆ ನೀಡಿದರು. ಕೇಂದ್ರದ ಪದಾಧಿಕಾರಿಗಳು, ಉದ್ಯಮಿಗಳು ಹಾಗೂ ಅಧಿಕಾರಿಗಳು ಉಪಸ್ಥಿತರಿದ್ದರು. ಕೌಶಲ್ಯಾಭಿವೃದ್ಧಿ ತರಬೇತಿ ಪಡೆದ ಅಭ್ಯರ್ಥಿಗಳು ಸ್ವಾವಲಂಬಿ ಜೀವನ ನಡೆಸಲು ಸಹಕಾರಿಯಾಗಲಿದೆ ಎಂದು ತಿಳಿಸಿದರು. ಜಿಲ್ಲೆಯ ಕೈಗಾರಿಕೆಗಳ ಬೇಡಿಕೆಗೆ ತಕ್ಕಂತೆ ತರಬೇತಿ ನೀಡಲಾಗುವುದು. — [248, 807, 470, 866]
sonavalkar-photo-2 — [144, 1062, 242, 1174]
group-photo — [478, 98, 700, 208]
respondents-label: --Respondents — [638, 1120, 690, 1130]
article-body: ಮೂಡಲಗಿ,ಫೆ.09: ಪಟ್ಟಣದ ಕೊಡುಗೈ ದಾನಿ ಮತ್ತು ಶಿಕ್ಷಣ ಪ್ರೇಮಿ ಡಿ.ಕೃಷ್ಣಪ್ಪ ಸೋನವಾಲ್ಕರ್ ಅವರ 80ನೇ ಜನ್ಮ ದಿನಾಚರಣೆ ಪ್ರಯುಕ್ತ ಇಂದು ಬೃಹತ್ ಉಚಿತ ರಕ್ತದಾನ ಶಿಬಿರ ಹಾಗೂ ಆರೋಗ್ಯ ತಪಾಸಣಾ ಶಿಬಿರ ಹಮ್ಮಿಕೊಳ್ಳಲಾಗಿದೆ. ಪಟ್ಟಣದ ಕೆ.ಎಚ್. ಸೋನವಾಲ್ಕರ್ ಸರಕಾರಿ ಪ್ರೌಢಶಾಲೆಯಲ್ಲಿ ಜರುಗಲಿದೆ. ಶ್ರೀ ಶಿವಬೋಧರಂಗ ಸ್ವಾಮೀಜಿ ಹಾಗೂ ಗಣ್ಯರು ಉದ್ಘಾಟಿಸಲಿದ್ದಾರೆ. ಆಸಕ್ತರು ರಕ್ತದಾನ ಮಾಡಿ ಶಿಬಿರದ ಸದುಪಯೋಗ ಪಡೆದುಕೊಳ್ಳಬೇಕೆಂದು ಸಂಘಟಕರು ಮನವಿ ಮಾಡಿದ್ದಾರೆ. ಬೆಳಗಾವಿ ಜಿಲ್ಲಾ ಆಸ್ಪತ್ರೆ ರಕ್ತ ಭಂಡಾರದ ವೈದ್ಯರು ಭಾಗವಹಿಸಲಿದ್ದಾರೆ. — [26, 1071, 136, 1164]
dev-center-photo — [248, 628, 470, 732]
headline-power-cut: ದಿ.12ರಂದು ವಿದ್ಯುತ್ ವ್ಯತ್ಯಯ — [478, 798, 918, 826]
ref-number: ಸಂಖ್ಯೆ:ಜಿ.ಆ.ಕು.ಕ/749/2023-24 — [707, 966, 782, 974]
notice-body: Whereas, the petitioners are the issues of deceased, i.e. Rekha Shrikant Pujari, who died on 25/11/2012, at Manjari village, Tal: Chikodi, Dist: Belagavi, but her death has not been registered in the Births and Deaths Register office. And neither in Gram panchayat office, Manjari, nor in the TMC Chikodi, So the petitioner has filed the top noted petition for directing the respondents for entering the date of death of Rekha Shrikant Pujari in the death register maintained by the respondents. — [482, 1144, 690, 1220]
cyan-dot — [860, 1440, 868, 1448]
article-body-2: ಕ್ಯಾನ್ಸರ್, ಗರ್ಭಕಂಠದ ಕ್ಯಾನ್ಸರ್, ಸ್ತನ ಕ್ಯಾನ್ಸರ್ ಮುಂತಾದ ಕಾಯಿಲೆಗಳು ಇವೆ ಎಂದು ತಿಳಿಸಿದರು. ಕಾರ್ಯಕ್ರಮದ ಅಧ್ಯಕ್ಷತೆಯನ್ನು ಶ್ರೀ ನಿಂಗಪ್ಪ ಅವರು ವಹಿಸಿದ್ದರು. ಮಹಿಳೆಯರು ಕ್ಯಾನ್ಸರ್ ರೋಗಕ್ಕೆ ಚಿಕಿತ್ಸೆ ಪಡೆದು ಆರೋಗ್ಯವಂತರಾಗಿ ಬದುಕಬೇಕು ಎಂದರು. ಗುಣಪಡಿಸಬಹುದಾದ ರೋಗವಾಗಿದೆ. — [592, 214, 700, 265]
print-marks-left — [110, 1440, 151, 1448]
cyan-dot — [110, 1440, 118, 1448]
sign-chief-officer: ಸಹಿ/-ಮುಖ್ಯಾಧಿಕಾರಿ ಪುರಸಭೆ ಕಾರ್ಯಾಲಯ, ಬೈಲಹೊಂಗಲ — [707, 1231, 795, 1247]
magenta-dot — [121, 1440, 129, 1448]
tender-signature: ಸಹಿ/- — [901, 1035, 913, 1043]
article-body-2: ಬಳ್ಳಾರಿ, ಫೆ. 09: ಬಳ್ಳಾರಿ ಜಿಲ್ಲಾ ಪಂಚಾಯಿತಿ ಮುಖ್ಯ ಕಾರ್ಯನಿರ್ವಾಹಕ ಅಧಿಕಾರಿ ರಾಹುಲ್ ಶರಣಪ್ಪ ಸಂಕನೂರ ಅವರು ಬಳ್ಳಾರಿ ಜಿಲ್ಲಾ ವಾಣಿಜ್ಯ ಮತ್ತು ಕೈಗಾರಿಕಾ ಸಂಸ್ಥೆಯ ಬಳ್ಳಾರಿ ಜಿಲ್ಲಾ ಟೆಕ್ನಾಲಜಿ ಸ್ಕಿಲ್ ಡೆವಲಪ್‌ಮೆಂಟ್ ಸೆಂಟರ್‌ಗೆ ಭೇಟಿ ನೀಡಿ, ವೃತ್ತಿಪರ ತರಬೇತಿ ಕಾರ್ಯಕ್ರಮಗಳ ಬಗ್ಗೆ ಮಾಹಿತಿ ಪಡೆದರು. ಯುವಜನರಿಗೆ ಉದ್ಯೋಗಾವಕಾಶ ಕಲ್ಪಿಸಲು ಹೊಸ ಕೋರ್ಸ್‌ಗಳನ್ನು ಆರಂಭಿಸುವ ಭರವಸೆ ನೀಡಿದರು. ಕೇಂದ್ರದ ಪದಾಧಿಕಾರಿಗಳು, ಉದ್ಯಮಿಗಳು ಹಾಗೂ ಅಧಿಕಾರಿಗಳು ಉಪಸ್ಥಿತರಿದ್ದರು. ಕೌಶಲ್ಯಾಭಿವೃದ್ಧಿ ತರಬೇತಿ ಪಡೆದ ಅಭ್ಯರ್ಥಿಗಳು ಸ್ವಾವಲಂಬಿ ಜೀವನ ನಡೆಸಲು ಸಹಕಾರಿಯಾಗಲಿದೆ ಎಂದು ತಿಳಿಸಿದರು. ಜಿಲ್ಲೆಯ ಕೈಗಾರಿಕೆಗಳ ಬೇಡಿಕೆಗೆ ತಕ್ಕಂತೆ ತರಬೇತಿ ನೀಡಲಾಗುವುದು. — [26, 762, 242, 822]
cyan-dot — [560, 1440, 568, 1448]
article-body-3: ರಾಮದುರ್ಗ,ಫೆ.09: ಕಬ್ಬಿನ ಟ್ರ್ಯಾಕ್ಟರ್ ಹಾಗೂ ಬೈಕ್ ನಡುವೆ ಅಪಘಾತ ಸಂಭವಿಸಿ ಬೈಕ್ ಸವಾರ ಸ್ಥಳದಲ್ಲೇ ಮೃತಪಟ್ಟ ಘಟನೆ ನಡೆದಿದೆ. ಘಟನಾ ಸ್ಥಳಕ್ಕೆ ಪೊಲೀಸರು ಭೇಟಿ ನೀಡಿ ಪರಿಶೀಲನೆ ನಡೆಸಿದರು. ಈ ಕುರಿತು ರಾಮದುರ್ಗ ಪೊಲೀಸ್ ಠಾಣೆಯಲ್ಲಿ ಪ್ರಕರಣ ದಾಖಲಾಗಿದೆ. — [248, 1193, 470, 1219]
place: Place: Chikodi — [482, 1314, 533, 1324]
headline-blood-donation: ಜನ್ಮ ದಿನ ಪ್ರಯುಕ್ತ ಇಂದು ಬೃಹತ್ ಉಚಿತ ರಕ್ತದಾನ ಶಿಬಿರ — [46, 1042, 222, 1054]
office-phone: ದೂರವಾಣಿ ಸಂಖ್ಯೆ : 0831-2411585 — [767, 947, 853, 955]
sd-1: Sd/- — [515, 1335, 530, 1345]
party-2-address: Tal: Athani Dist: Belagavi. — [492, 1073, 583, 1083]
office-email: E-Mail: dhokoppal@gmail.com — [759, 955, 861, 963]
byline: (ಹಸಿರುಕ್ರಾಂತಿ ವರದಿ) — [26, 1062, 74, 1070]
article-body: ರಾಮದುರ್ಗ,ಫೆ.09: ಕಬ್ಬಿನ ಟ್ರ್ಯಾಕ್ಟರ್ ಹಾಗೂ ಬೈಕ್ ನಡುವೆ ಅಪಘಾತ ಸಂಭವಿಸಿ ಬೈಕ್ ಸವಾರ ಸ್ಥಳದಲ್ಲೇ ಮೃತಪಟ್ಟ ಘಟನೆ ನಡೆದಿದೆ. ಘಟನಾ ಸ್ಥಳಕ್ಕೆ ಪೊಲೀಸರು ಭೇಟಿ ನೀಡಿ ಪರಿಶೀಲನೆ ನಡೆಸಿದರು. ಈ ಕುರಿತು ರಾಮದುರ್ಗ ಪೊಲೀಸ್ ಠಾಣೆಯಲ್ಲಿ ಪ್ರಕರಣ ದಾಖಲಾಗಿದೆ. — [248, 1141, 470, 1167]
article-body-3: ಹಾಗೆ ನೋಡಿಕೊಂಡಿದ್ದೇವೆ. ಈ ಕಾರ್ಖಾನೆಯನ್ನು ಶೇರುದಾರ ರೈತರ ಆಸ್ತಿಯನ್ನಾಗಿ ಮಾಡಿದ್ದೇವೆ. ಕಾರ್ಖಾನೆಯ ನಿರ್ವಹಣೆಗೆ ಸಿಬ್ಬಂದಿ ವರ್ಗದವರು ಶ್ರಮಿಸುತ್ತಿದ್ದಾರೆ. ಬರುವ ದಿನಮಾನಗಳಲ್ಲಿ ಇನ್ನೂ ಹೆಚ್ಚಿನ ಅಭಿವೃದ್ಧಿ ಸಾಧಿಸಲಾಗುವುದು. ಶೀಘ್ರದಲ್ಲೇ ಸಾಲ ಮುಕ್ತ ಕಾರ್ಖಾನೆಯನ್ನಾಗಿ ಮಾಡುವ ಗುರಿ ಹೊಂದಿದ್ದೇವೆ ಎಂದು ಹೇಳಿದರು. — [768, 536, 916, 578]
